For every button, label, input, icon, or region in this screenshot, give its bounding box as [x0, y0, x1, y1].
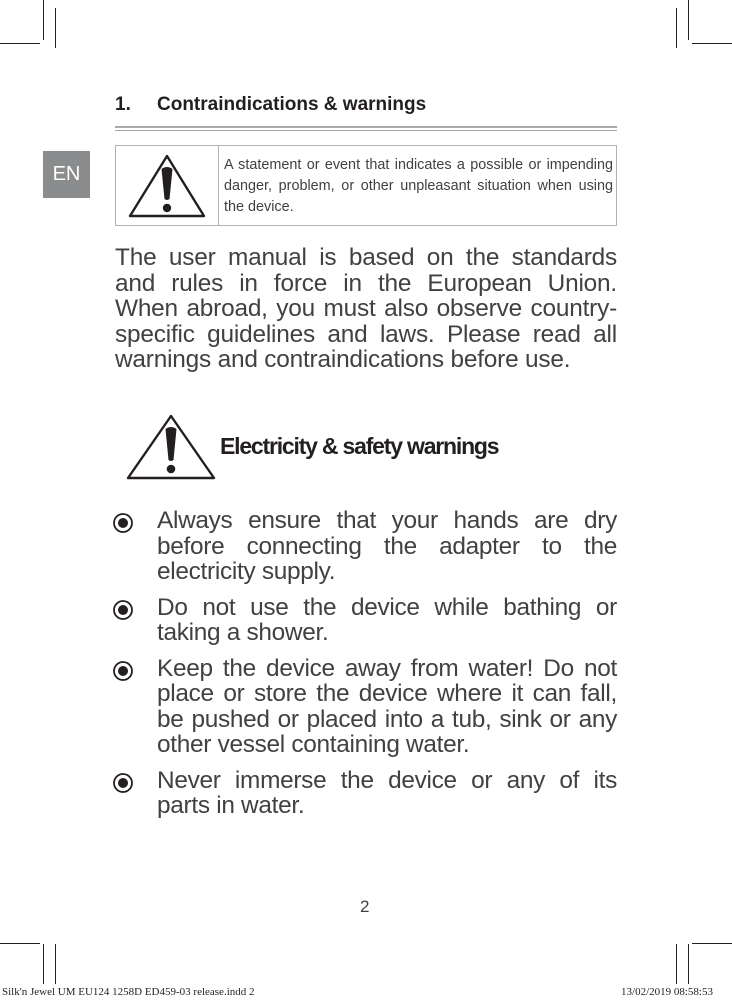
crop-mark — [43, 0, 44, 40]
print-slug-file: Silk'n Jewel UM EU124 1258D ED459-03 release.indd 2 — [2, 986, 255, 998]
radio-bullet-icon — [112, 772, 134, 794]
crop-mark — [55, 8, 56, 48]
list-item-text: Keep the device away from water! Do not place or store the device where it can fall, be pushed or placed into a tub, sink or any other vessel containing water. — [157, 654, 617, 758]
intro-paragraph: The user manual is based on the standards and rules in force in the European Union. When abroad, you must also observe country-specific guidelines and laws. Please read all warnings and contraindications before use. — [115, 244, 617, 373]
print-slug-date: 13/02/2019 08:58:53 — [621, 986, 713, 998]
warning-definition-text: A statement or event that indicates a possible or impending danger, problem, or other unpleasant situation when using the device. — [224, 157, 613, 215]
radio-bullet-icon — [112, 660, 134, 682]
crop-mark — [688, 944, 689, 984]
heading-rule — [115, 130, 617, 131]
page-number: 2 — [360, 897, 370, 916]
radio-bullet-icon — [112, 599, 134, 621]
list-item — [112, 656, 617, 758]
list-item — [112, 768, 617, 819]
crop-mark — [676, 944, 677, 984]
list-item-text: Always ensure that your hands are dry before connecting the adapter to the electricity supply. — [157, 507, 617, 585]
list-item — [112, 508, 617, 585]
warning-triangle-icon — [125, 151, 209, 221]
crop-mark — [692, 943, 732, 944]
warning-list — [112, 508, 617, 829]
section-number: 1. — [115, 94, 131, 115]
crop-mark — [55, 944, 56, 984]
heading-rule — [115, 126, 617, 128]
crop-mark — [692, 43, 732, 44]
warning-definition-box — [115, 145, 617, 226]
warning-definition-icon-cell — [116, 146, 219, 225]
section-heading — [115, 94, 426, 116]
list-item — [112, 595, 617, 646]
crop-mark — [676, 8, 677, 48]
section-title: Contraindications & warnings — [157, 94, 427, 115]
radio-bullet-icon — [112, 512, 134, 534]
crop-mark — [43, 944, 44, 984]
crop-mark — [688, 0, 689, 40]
language-tab: EN — [43, 151, 90, 198]
warning-triangle-icon — [125, 413, 217, 481]
list-item-text: Do not use the device while bathing or taking a shower. — [157, 593, 617, 646]
list-item-text: Never immerse the device or any of its parts in water. — [157, 766, 617, 819]
subsection-heading: Electricity & safety warnings — [220, 433, 499, 459]
crop-mark — [0, 943, 40, 944]
crop-mark — [0, 43, 40, 44]
